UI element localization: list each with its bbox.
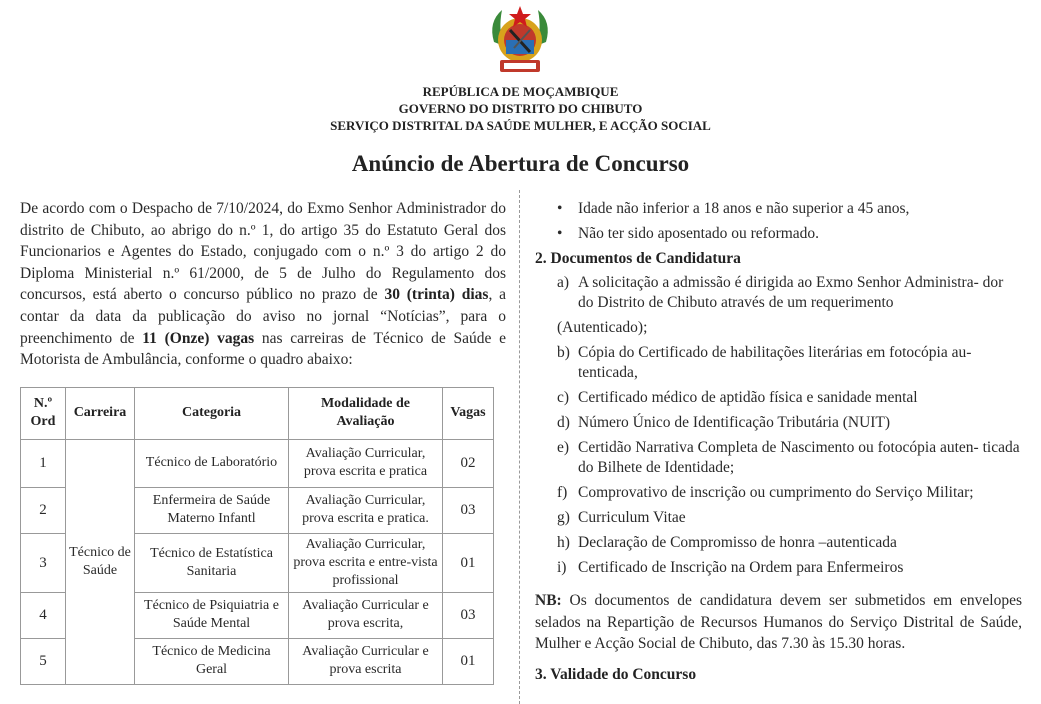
header-republic: REPÚBLICA DE MOÇAMBIQUE <box>422 84 619 99</box>
col-header: Modalidade de Avaliação <box>289 387 443 439</box>
cell-n: 4 <box>21 592 66 638</box>
nb-text: Os documentos de candidatura devem ser submetidos em envelopes selados na Repartição de Recursos Humanos do Serviço Distrital de Saúde, Mulher e Acção Social de Chibuto, das 7.30 às 15.30 horas. <box>535 592 1022 652</box>
cell-vagas: 01 <box>443 638 494 684</box>
item-text: Cópia do Certificado de habilitações literárias em fotocópia au- <box>578 344 972 361</box>
col-header: Categoria <box>135 387 289 439</box>
nb-note <box>535 590 1022 655</box>
cell-carreira: Técnico de Saúde <box>66 439 135 684</box>
col-header: N.º Ord <box>21 387 66 439</box>
intro-paragraph <box>20 198 506 371</box>
cell-n: 2 <box>21 487 66 533</box>
page-title: Anúncio de Abertura de Concurso <box>351 151 690 176</box>
intro-text: , a contar da data da publicação do aviso no jornal “Notícias”, para o preenchimento de <box>20 286 506 347</box>
cell-vagas: 01 <box>443 533 494 592</box>
section-2-heading: 2. Documentos de Candidatura <box>535 250 741 267</box>
cell-n: 5 <box>21 638 66 684</box>
intro-text: De acordo com o Despacho de 7/10/2024, do Exmo Senhor Administrador do distrito de Chibuto, ao abrigo do n.º 1, do artigo 35 do Estatuto Geral dos Funcionarios e Agentes do Estado, conjugado com o n.º 3 do artigo 2 do Diploma Ministerial n.º 61/2000, de 5 de Julho do Regulamento dos concursos, está aberto o concurso público no prazo de <box>20 200 506 304</box>
item-text: Comprovativo de inscrição ou cumprimento do Serviço Militar; <box>578 484 974 501</box>
item-text: ticada do Bilhete de Identidade; <box>578 439 1020 476</box>
doc-item-b <box>535 343 1022 383</box>
cell-vagas: 03 <box>443 487 494 533</box>
header-service: SERVIÇO DISTRITAL DA SAÚDE MULHER, E ACÇÃO SOCIAL <box>330 118 711 133</box>
item-text: Certidão Narrativa Completa de Nascimento ou fotocópia auten- <box>578 439 979 456</box>
item-text: tenticada, <box>578 364 638 381</box>
col-header: Carreira <box>66 387 135 439</box>
item-label: d) <box>557 414 570 431</box>
doc-item-a <box>535 273 1022 313</box>
cell-categoria: Técnico de Psiquiatria e Saúde Mental <box>135 592 289 638</box>
requirement-bullet: • Não ter sido aposentado ou reformado. <box>557 225 820 242</box>
nb-label: NB: <box>535 592 562 609</box>
col-header: Vagas <box>443 387 494 439</box>
cell-n: 3 <box>21 533 66 592</box>
item-label: h) <box>557 534 570 551</box>
doc-item-f <box>535 483 1022 503</box>
cell-categoria: Enfermeira de Saúde Materno Infantl <box>135 487 289 533</box>
left-column <box>20 198 506 685</box>
item-label: i) <box>557 559 567 576</box>
doc-item-h <box>535 533 1022 553</box>
cell-n: 1 <box>21 439 66 487</box>
doc-item-d <box>535 413 1022 433</box>
bullet-text: Não ter sido aposentado ou reformado. <box>578 225 820 242</box>
item-label: a) <box>557 274 570 291</box>
doc-item-e <box>535 438 1022 478</box>
doc-item-c <box>535 388 1022 408</box>
cell-vagas: 02 <box>443 439 494 487</box>
cell-modalidade: Avaliação Curricular, prova escrita e pratica <box>289 439 443 487</box>
cell-categoria: Técnico de Medicina Geral <box>135 638 289 684</box>
cell-categoria: Técnico de Laboratório <box>135 439 289 487</box>
table-header-row <box>21 387 494 439</box>
item-text: Declaração de Compromisso de honra –autenticada <box>578 534 897 551</box>
section-3-heading: 3. Validade do Concurso <box>535 665 697 683</box>
cell-categoria: Técnico de Estatística Sanitaria <box>135 533 289 592</box>
item-label: e) <box>557 439 570 456</box>
requirement-bullet: • Idade não inferior a 18 anos e não superior a 45 anos, <box>557 200 910 217</box>
coat-of-arms-emblem <box>484 2 556 76</box>
cell-modalidade: Avaliação Curricular e prova escrita <box>289 638 443 684</box>
item-label: b) <box>557 344 570 361</box>
item-label: c) <box>557 389 570 406</box>
item-text: dor do Distrito de Chibuto através de um requerimento <box>578 274 1004 311</box>
item-text: A solicitação a admissão é dirigida ao Exmo Senhor Administra- <box>578 274 979 291</box>
doc-item-g <box>535 508 1022 528</box>
intro-vacancies: 11 (Onze) vagas <box>142 329 255 347</box>
table-row <box>21 439 494 487</box>
cell-modalidade: Avaliação Curricular e prova escrita, <box>289 592 443 638</box>
vacancies-table <box>20 387 494 685</box>
doc-item-i <box>535 558 1022 578</box>
item-text: Número Único de Identificação Tributária (NUIT) <box>578 414 891 431</box>
item-text: Certificado de Inscrição na Ordem para Enfermeiros <box>578 559 904 576</box>
doc-item-a-cont: (Autenticado); <box>557 319 648 336</box>
cell-vagas: 03 <box>443 592 494 638</box>
right-column <box>535 199 1022 689</box>
header-government: GOVERNO DO DISTRITO DO CHIBUTO <box>398 101 643 116</box>
bullet-text: Idade não inferior a 18 anos e não superior a 45 anos, <box>578 200 910 217</box>
item-text: Certificado médico de aptidão física e sanidade mental <box>578 389 918 406</box>
column-divider <box>519 190 520 704</box>
item-label: f) <box>557 484 568 501</box>
intro-text: nas carreiras de Técnico de Saúde e Motorista de Ambulância, conforme o quadro abaixo: <box>20 329 506 369</box>
cell-modalidade: Avaliação Curricular, prova escrita e pratica. <box>289 487 443 533</box>
cell-modalidade: Avaliação Curricular, prova escrita e entre-vista profissional <box>289 533 443 592</box>
intro-deadline: 30 (trinta) dias <box>384 286 489 304</box>
item-label: g) <box>557 509 570 526</box>
item-text: Curriculum Vitae <box>578 509 686 526</box>
